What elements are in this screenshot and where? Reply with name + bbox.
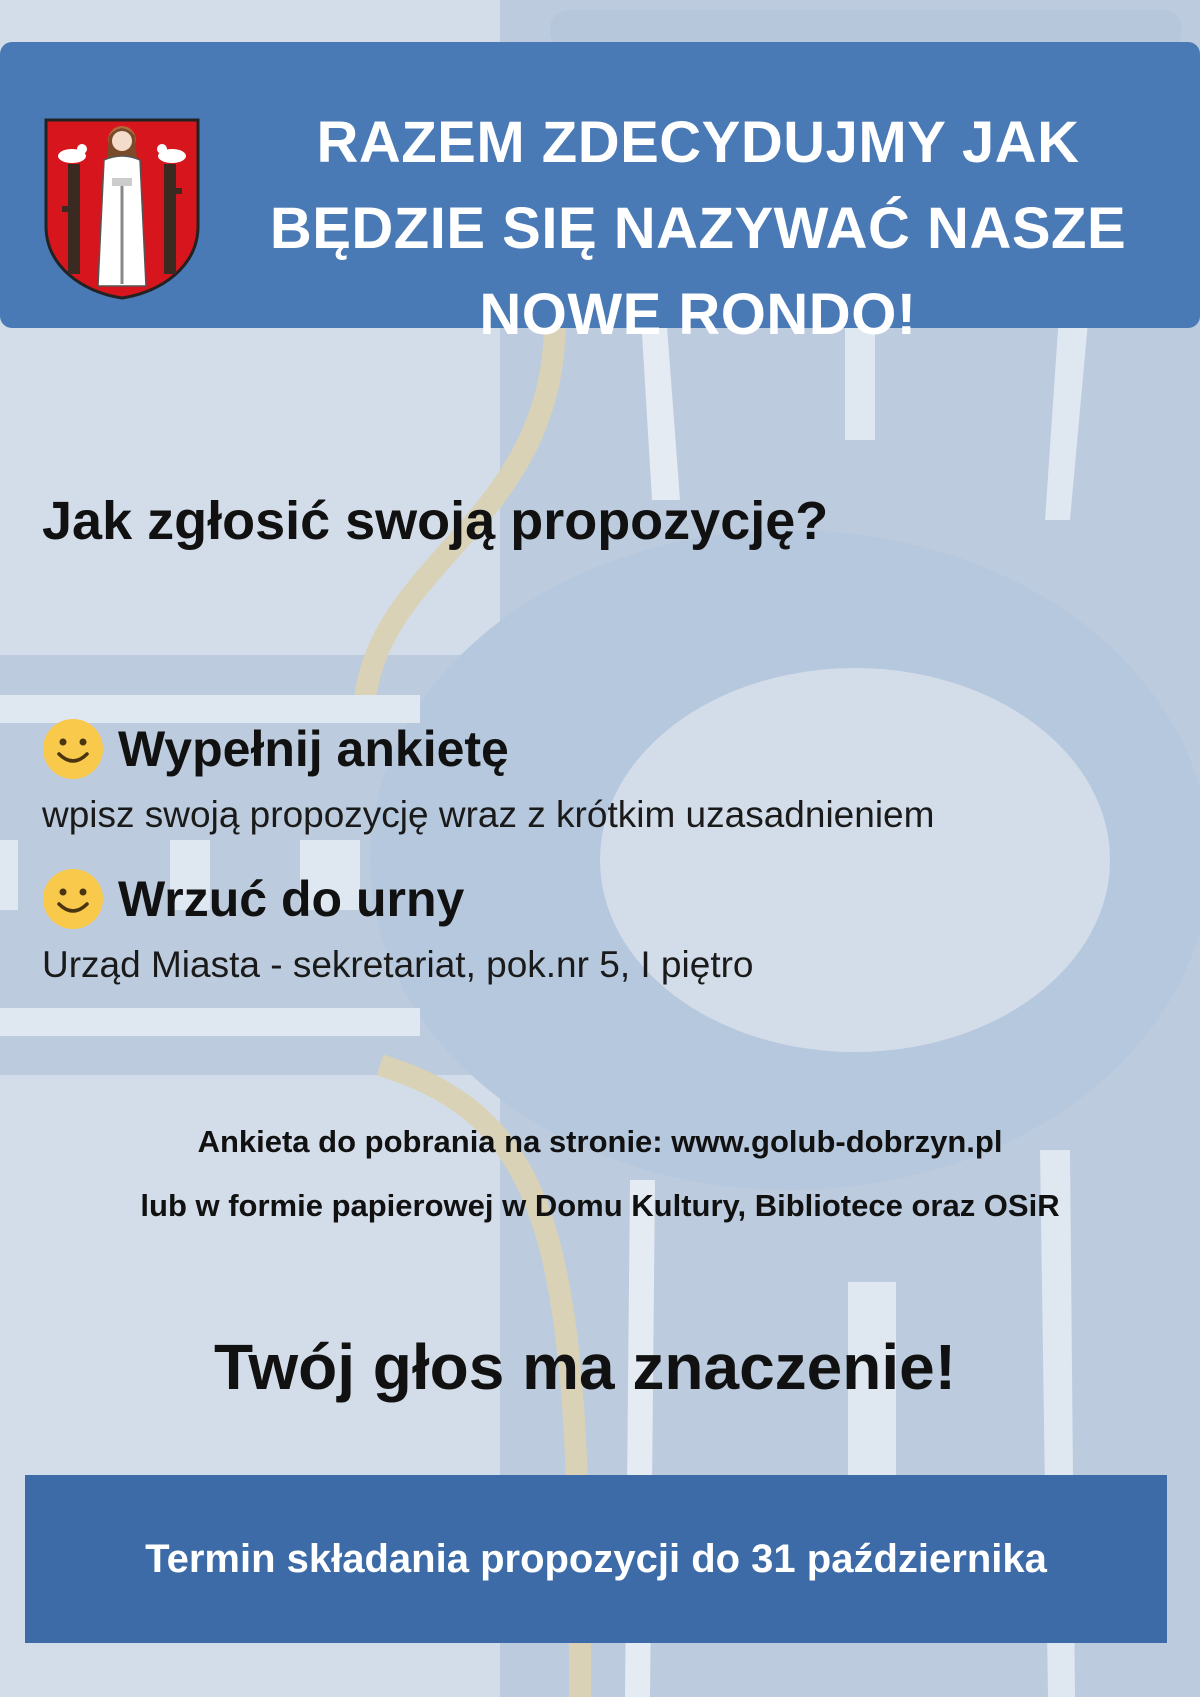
- step-fill-survey: [42, 718, 1142, 836]
- question-heading: Jak zgłosić swoją propozycję?: [42, 491, 829, 551]
- smiley-icon: [42, 868, 104, 930]
- step-description: wpisz swoją propozycję wraz z krótkim uzasadnieniem: [42, 794, 935, 835]
- download-info-line: lub w formie papierowej w Domu Kultury, Bibliotece oraz OSiR: [140, 1188, 1060, 1223]
- download-info: [0, 1110, 1200, 1238]
- slogan: Twój głos ma znaczenie!: [213, 1331, 957, 1403]
- step-title: Wrzuć do urny: [118, 871, 465, 927]
- town-crest-icon: [42, 116, 202, 302]
- header-title: [236, 100, 1160, 358]
- deadline-banner: [25, 1475, 1167, 1643]
- header-title-line: NOWE RONDO!: [479, 282, 917, 347]
- step-title: Wypełnij ankietę: [118, 721, 509, 777]
- step-description: Urząd Miasta - sekretariat, pok.nr 5, I piętro: [42, 944, 754, 985]
- smiley-icon: [42, 718, 104, 780]
- download-info-line: Ankieta do pobrania na stronie: www.golub-dobrzyn.pl: [197, 1124, 1003, 1159]
- header-title-line: RAZEM ZDECYDUJMY JAK: [316, 110, 1080, 175]
- header-title-line: BĘDZIE SIĘ NAZYWAĆ NASZE: [269, 196, 1127, 261]
- step-drop-in-box: [42, 868, 1142, 986]
- deadline-text: Termin składania propozycji do 31 października: [145, 1536, 1047, 1581]
- header-banner: [0, 42, 1200, 347]
